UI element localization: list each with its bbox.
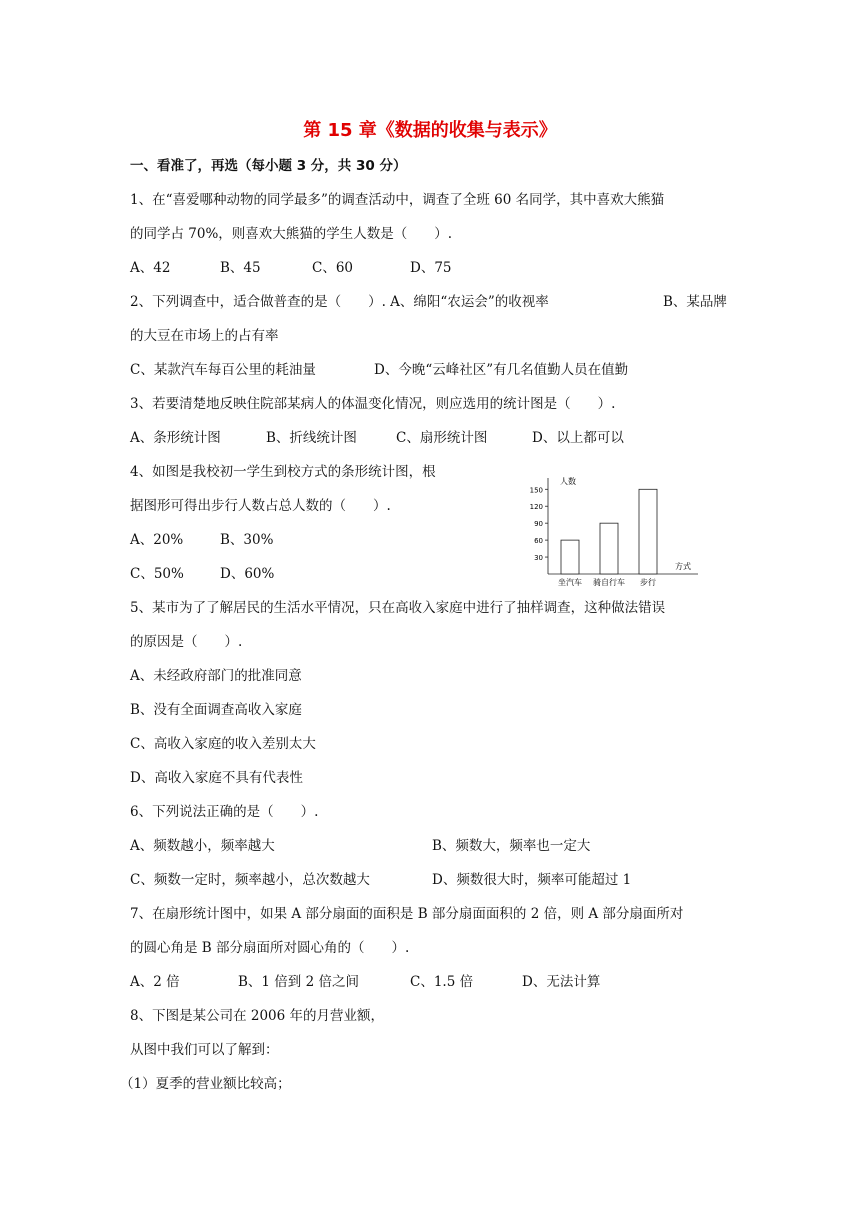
question-6-option-d: D、频数很大时，频率可能超过 1 (432, 872, 632, 888)
y-axis-label: 人数 (560, 477, 576, 486)
y-tick-label: 150 (529, 486, 543, 495)
question-6-option-c: C、频数一定时，频率越小，总次数越大 (130, 872, 370, 888)
bar-chart (520, 472, 700, 592)
y-tick-label: 60 (534, 537, 543, 546)
bar-步行 (639, 489, 657, 574)
question-2-option-c: C、某款汽车每百公里的耗油量 (130, 362, 316, 378)
question-5-line-2: 的原因是（ ）. (130, 634, 243, 650)
bar-坐汽车 (561, 540, 579, 574)
option-d: D、以上都可以 (532, 430, 624, 446)
question-6-option-a: A、频数越小，频率越大 (130, 838, 275, 854)
option-d: D、60% (220, 566, 275, 582)
x-tick-label: 坐汽车 (558, 578, 582, 587)
option-a: A、20% (130, 532, 184, 548)
question-3-line-1: 3、若要清楚地反映住院部某病人的体温变化情况，则应选用的统计图是（ ）. (130, 396, 616, 412)
question-6-option-b: B、频数大，频率也一定大 (432, 838, 591, 854)
y-tick-label: 90 (534, 520, 543, 529)
question-8-line-1: 8、下图是某公司在 2006 年的月营业额， (130, 1008, 385, 1024)
option-c: C、1.5 倍 (410, 974, 474, 990)
question-2-option-d: D、今晚“云峰社区”有几名值勤人员在值勤 (374, 362, 629, 378)
question-7-line-2: 的圆心角是 B 部分扇面所对圆心角的（ ）. (130, 940, 410, 956)
x-axis-label: 方式 (675, 562, 691, 571)
question-5-option-c: C、高收入家庭的收入差别太大 (130, 736, 316, 752)
option-d: D、75 (410, 260, 452, 276)
question-8-line-3: （1）夏季的营业额比较高； (120, 1076, 291, 1092)
question-5-line-1: 5、某市为了了解居民的生活水平情况，只在高收入家庭中进行了抽样调查，这种做法错误 (130, 600, 666, 616)
question-6-line-1: 6、下列说法正确的是（ ）. (130, 804, 319, 820)
question-1-line-2: 的同学占 70%，则喜欢大熊猫的学生人数是（ ）. (130, 226, 453, 242)
question-1-line-1: 1、在“喜爱哪种动物的同学最多”的调查活动中，调查了全班 60 名同学，其中喜欢大熊猫 (130, 192, 665, 208)
page-title: 第 15 章《数据的收集与表示》 (303, 120, 557, 141)
section-heading: 一、看准了，再选（每小题 3 分，共 30 分） (130, 158, 407, 174)
option-b: B、45 (220, 260, 261, 276)
question-5-option-a: A、未经政府部门的批准同意 (130, 668, 302, 684)
option-c: C、60 (312, 260, 354, 276)
question-4-line-2: 据图形可得出步行人数占总人数的（ ）. (130, 498, 391, 514)
option-a: A、2 倍 (130, 974, 180, 990)
question-4-line-1: 4、如图是我校初一学生到校方式的条形统计图，根 (130, 464, 436, 480)
option-b: B、1 倍到 2 倍之间 (238, 974, 359, 990)
option-c: C、扇形统计图 (396, 430, 488, 446)
option-b: B、折线统计图 (266, 430, 357, 446)
question-5-option-d: D、高收入家庭不具有代表性 (130, 770, 303, 786)
x-tick-label: 步行 (640, 578, 656, 587)
question-5-option-b: B、没有全面调查高收入家庭 (130, 702, 302, 718)
option-a: A、42 (130, 260, 171, 276)
question-2-option-b: B、某品牌 (663, 294, 727, 310)
question-2-line-2: 的大豆在市场上的占有率 (130, 328, 279, 344)
bar-骑自行车 (600, 523, 618, 574)
question-2-line-1: 2、下列调查中，适合做普查的是（ ）. A、绵阳“农运会”的收视率 (130, 294, 549, 310)
option-c: C、50% (130, 566, 184, 582)
y-tick-label: 30 (534, 554, 543, 563)
question-8-line-2: 从图中我们可以了解到： (130, 1042, 279, 1058)
option-b: B、30% (220, 532, 274, 548)
option-a: A、条形统计图 (130, 430, 221, 446)
y-tick-label: 120 (529, 503, 543, 512)
option-d: D、无法计算 (522, 974, 601, 990)
x-tick-label: 骑自行车 (593, 578, 625, 587)
question-7-line-1: 7、在扇形统计图中，如果 A 部分扇面的面积是 B 部分扇面面积的 2 倍，则 A 部分扇面所对 (130, 906, 684, 922)
